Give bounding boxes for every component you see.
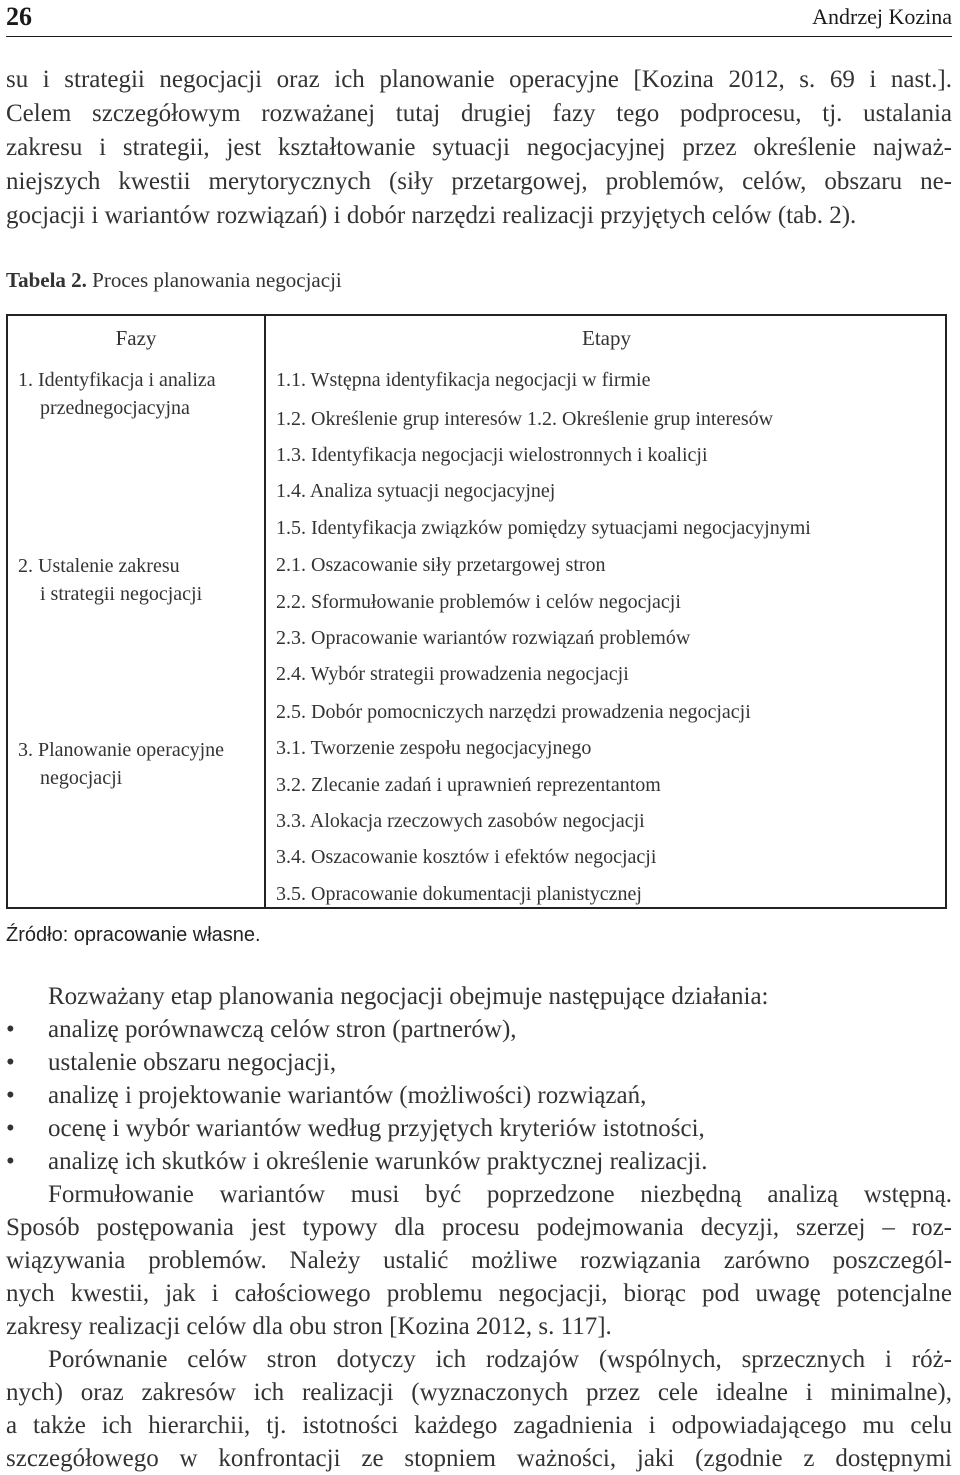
stage-cell: 1.3. Identyfikacja negocjacji wielostronnych i koalicji bbox=[276, 444, 708, 466]
text-line: niejszych kwestii merytorycznych (siły przetargowej, problemów, celów, obszaru ne- bbox=[6, 168, 952, 195]
text-line: szczegółowego w konfrontacji ze stopniem ważności, jaki (zgodnie z dostępnymi bbox=[6, 1445, 952, 1472]
header-phases: Fazy bbox=[115, 326, 157, 350]
stage-cell: 3.5. Opracowanie dokumentacji planistycznej bbox=[276, 883, 642, 905]
text-line: zakresu i strategii, jest kształtowanie sytuacji negocjacyjnej przez określenie najważ- bbox=[6, 134, 952, 161]
stage-cell: 2.5. Dobór pomocniczych narzędzi prowadzenia negocjacji bbox=[276, 701, 751, 723]
text-line: Celem szczegółowym rozważanej tutaj drugiej fazy tego podprocesu, tj. ustalania bbox=[6, 100, 952, 127]
bullet-item: • analizę i projektowanie wariantów (możliwości) rozwiązań, bbox=[6, 1079, 952, 1112]
text-line: zakresy realizacji celów dla obu stron [Kozina 2012, s. 117]. bbox=[6, 1313, 612, 1340]
text-line: Formułowanie wariantów musi być poprzedzone niezbędną analizą wstępną. bbox=[48, 1181, 952, 1208]
stage-cell: 3.4. Oszacowanie kosztów i efektów negocjacji bbox=[276, 846, 657, 868]
page-number: 26 bbox=[6, 2, 32, 31]
planning-table bbox=[6, 314, 947, 909]
phase-cell bbox=[18, 552, 262, 608]
phase-line: i strategii negocjacji bbox=[40, 583, 203, 605]
phase-cell bbox=[18, 736, 262, 792]
stage-cell: 1.5. Identyfikacja związków pomiędzy sytuacjami negocjacyjnymi bbox=[276, 517, 811, 539]
text-line: su i strategii negocjacji oraz ich planowanie operacyjne [Kozina 2012, s. 69 i nast.]. bbox=[6, 66, 952, 93]
text-line: Porównanie celów stron dotyczy ich rodzajów (wspólnych, sprzecznych i róż- bbox=[48, 1346, 952, 1373]
text-line: nych) oraz zakresów ich realizacji (wyznaczonych przez cele idealne i minimalne), bbox=[6, 1379, 952, 1406]
header-stages: Etapy bbox=[582, 326, 631, 350]
stage-cell: 3.2. Zlecanie zadań i uprawnień reprezentantom bbox=[276, 774, 661, 796]
body-text bbox=[6, 980, 952, 1475]
running-head-author: Andrzej Kozina bbox=[812, 4, 952, 29]
phase-cell bbox=[18, 366, 262, 422]
stage-cell: 2.3. Opracowanie wariantów rozwiązań problemów bbox=[276, 627, 691, 649]
bullet-icon: • bbox=[6, 1148, 15, 1175]
stage-cell: 3.3. Alokacja rzeczowych zasobów negocjacji bbox=[276, 810, 645, 832]
phase-line: 3. Planowanie operacyjne bbox=[18, 739, 225, 761]
stage-cell: 2.4. Wybór strategii prowadzenia negocjacji bbox=[276, 663, 629, 685]
column-divider bbox=[264, 316, 266, 907]
phase-line: negocjacji bbox=[40, 767, 123, 789]
phase-line: 1. Identyfikacja i analiza bbox=[18, 369, 216, 391]
stage-cell: 1.1. Wstępna identyfikacja negocjacji w firmie bbox=[276, 369, 651, 391]
text-line: Rozważany etap planowania negocjacji obejmuje następujące działania: bbox=[48, 983, 769, 1010]
text-line: nych kwestii, jak i całościowego problemu negocjacji, biorąc pod uwagę potencjalne bbox=[6, 1280, 952, 1307]
table-caption bbox=[6, 268, 342, 293]
bullet-item: • ustalenie obszaru negocjacji, bbox=[6, 1046, 952, 1079]
text-line: a także ich hierarchii, tj. istotności każdego zagadnienia i odpowiadającego mu celu bbox=[6, 1412, 952, 1439]
bullet-icon: • bbox=[6, 1016, 15, 1043]
table-source: Źródło: opracowanie własne. bbox=[6, 924, 261, 946]
phase-line: 2. Ustalenie zakresu bbox=[18, 555, 180, 577]
bullet-item: • analizę porównawczą celów stron (partnerów), bbox=[6, 1013, 952, 1046]
phase-line: przednegocjacyjna bbox=[40, 397, 190, 419]
stage-cell: 1.4. Analiza sytuacji negocjacyjnej bbox=[276, 480, 556, 502]
stage-cell: 3.1. Tworzenie zespołu negocjacyjnego bbox=[276, 737, 592, 759]
stage-cell: 2.2. Sformułowanie problemów i celów negocjacji bbox=[276, 591, 681, 613]
text-line: Sposób postępowania jest typowy dla procesu podejmowania decyzji, szerzej – roz- bbox=[6, 1214, 952, 1241]
table-caption-label: Tabela 2. bbox=[6, 268, 87, 292]
bullet-item: • ocenę i wybór wariantów według przyjętych kryteriów istotności, bbox=[6, 1112, 952, 1145]
intro-paragraph bbox=[6, 63, 952, 233]
table-caption-title: Proces planowania negocjacji bbox=[92, 268, 342, 292]
bullet-icon: • bbox=[6, 1115, 15, 1142]
text-line: gocjacji i wariantów rozwiązań) i dobór narzędzi realizacji przyjętych celów (tab. 2). bbox=[6, 202, 857, 229]
stage-cell: 1.2. Określenie grup interesów 1.2. Określenie grup interesów bbox=[276, 408, 774, 430]
bullet-item: • analizę ich skutków i określenie warunków praktycznej realizacji. bbox=[6, 1145, 952, 1178]
stage-cell: 2.1. Oszacowanie siły przetargowej stron bbox=[276, 554, 606, 576]
bullet-icon: • bbox=[6, 1049, 15, 1076]
text-line: wiązywania problemów. Należy ustalić możliwe rozwiązania zarówno poszczegól- bbox=[6, 1247, 952, 1274]
bullet-icon: • bbox=[6, 1082, 15, 1109]
page-header bbox=[6, 0, 952, 37]
